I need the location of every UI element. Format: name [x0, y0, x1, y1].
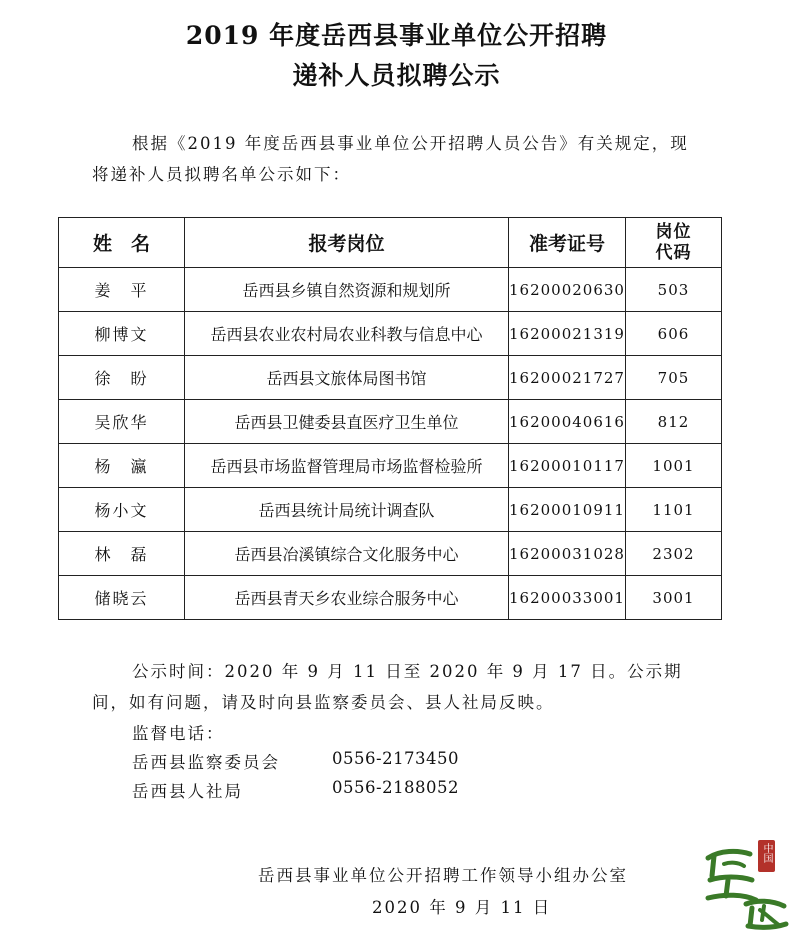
cell-post: 岳西县统计局统计调查队 [185, 488, 509, 532]
table-row [59, 356, 722, 400]
cell-name: 林 磊 [59, 532, 185, 576]
cell-post-code: 1101 [626, 488, 722, 532]
supervision-label: 监督电话： [132, 724, 225, 743]
cell-ticket-number: 16200020630 [509, 268, 626, 312]
cell-name: 吴欣华 [59, 400, 185, 444]
cell-post-code: 503 [626, 268, 722, 312]
contact-org: 岳西县人社局 [132, 782, 243, 801]
cell-post-code: 1001 [626, 444, 722, 488]
candidate-table [58, 217, 722, 620]
table-row [59, 576, 722, 620]
document-title-line2: 递补人员拟聘公示 [292, 61, 501, 90]
header-post-code-line1: 岗位 [655, 221, 692, 242]
cell-ticket-number: 16200010117 [509, 444, 626, 488]
contact-phone: 0556-2173450 [332, 749, 460, 768]
cell-post-code: 2302 [626, 532, 722, 576]
table-row [59, 312, 722, 356]
table-row [59, 400, 722, 444]
table-row [59, 444, 722, 488]
document-title-line1: 2019 年度岳西县事业单位公开招聘 [185, 21, 608, 50]
intro-paragraph: 根据《2019 年度岳西县事业单位公开招聘人员公告》有关规定，现将递补人员拟聘名单公示如下： [92, 134, 689, 184]
cell-post: 岳西县文旅体局图书馆 [185, 356, 509, 400]
cell-post: 岳西县卫健委县直医疗卫生单位 [185, 400, 509, 444]
cell-post-code: 812 [626, 400, 722, 444]
cell-post-code: 606 [626, 312, 722, 356]
table-row [59, 532, 722, 576]
logo-seal-text: 中国 [761, 843, 772, 863]
cell-ticket-number: 16200021727 [509, 356, 626, 400]
table-header-row [59, 218, 722, 268]
cell-name: 储晓云 [59, 576, 185, 620]
cell-post: 岳西县乡镇自然资源和规划所 [185, 268, 509, 312]
cell-name: 徐 盼 [59, 356, 185, 400]
cell-name: 姜 平 [59, 268, 185, 312]
cell-ticket-number: 16200031028 [509, 532, 626, 576]
cell-post: 岳西县青天乡农业综合服务中心 [185, 576, 509, 620]
table-row [59, 268, 722, 312]
header-post-code-line2: 代码 [655, 242, 692, 263]
cell-name: 柳博文 [59, 312, 185, 356]
cell-post: 岳西县农业农村局农业科教与信息中心 [185, 312, 509, 356]
contact-phone: 0556-2188052 [332, 778, 460, 797]
cell-post-code: 3001 [626, 576, 722, 620]
table-row [59, 488, 722, 532]
cell-ticket-number: 16200010911 [509, 488, 626, 532]
cell-post: 岳西县市场监督管理局市场监督检验所 [185, 444, 509, 488]
header-name: 姓 名 [59, 218, 185, 268]
yuexi-logo [700, 836, 790, 932]
contact-org: 岳西县监察委员会 [132, 753, 280, 772]
cell-post-code: 705 [626, 356, 722, 400]
header-post: 报考岗位 [185, 218, 509, 268]
cell-post: 岳西县冶溪镇综合文化服务中心 [185, 532, 509, 576]
signature-date: 2020 年 9 月 11 日 [372, 898, 552, 917]
cell-name: 杨小文 [59, 488, 185, 532]
signer-office: 岳西县事业单位公开招聘工作领导小组办公室 [258, 866, 628, 885]
cell-name: 杨 瀛 [59, 444, 185, 488]
cell-ticket-number: 16200021319 [509, 312, 626, 356]
header-ticket: 准考证号 [509, 218, 626, 268]
cell-ticket-number: 16200040616 [509, 400, 626, 444]
header-post-code [626, 218, 722, 268]
cell-ticket-number: 16200033001 [509, 576, 626, 620]
notice-paragraph: 公示时间：2020 年 9 月 11 日至 2020 年 9 月 17 日。公示期间，如有问题，请及时向县监察委员会、县人社局反映。 [92, 662, 683, 712]
